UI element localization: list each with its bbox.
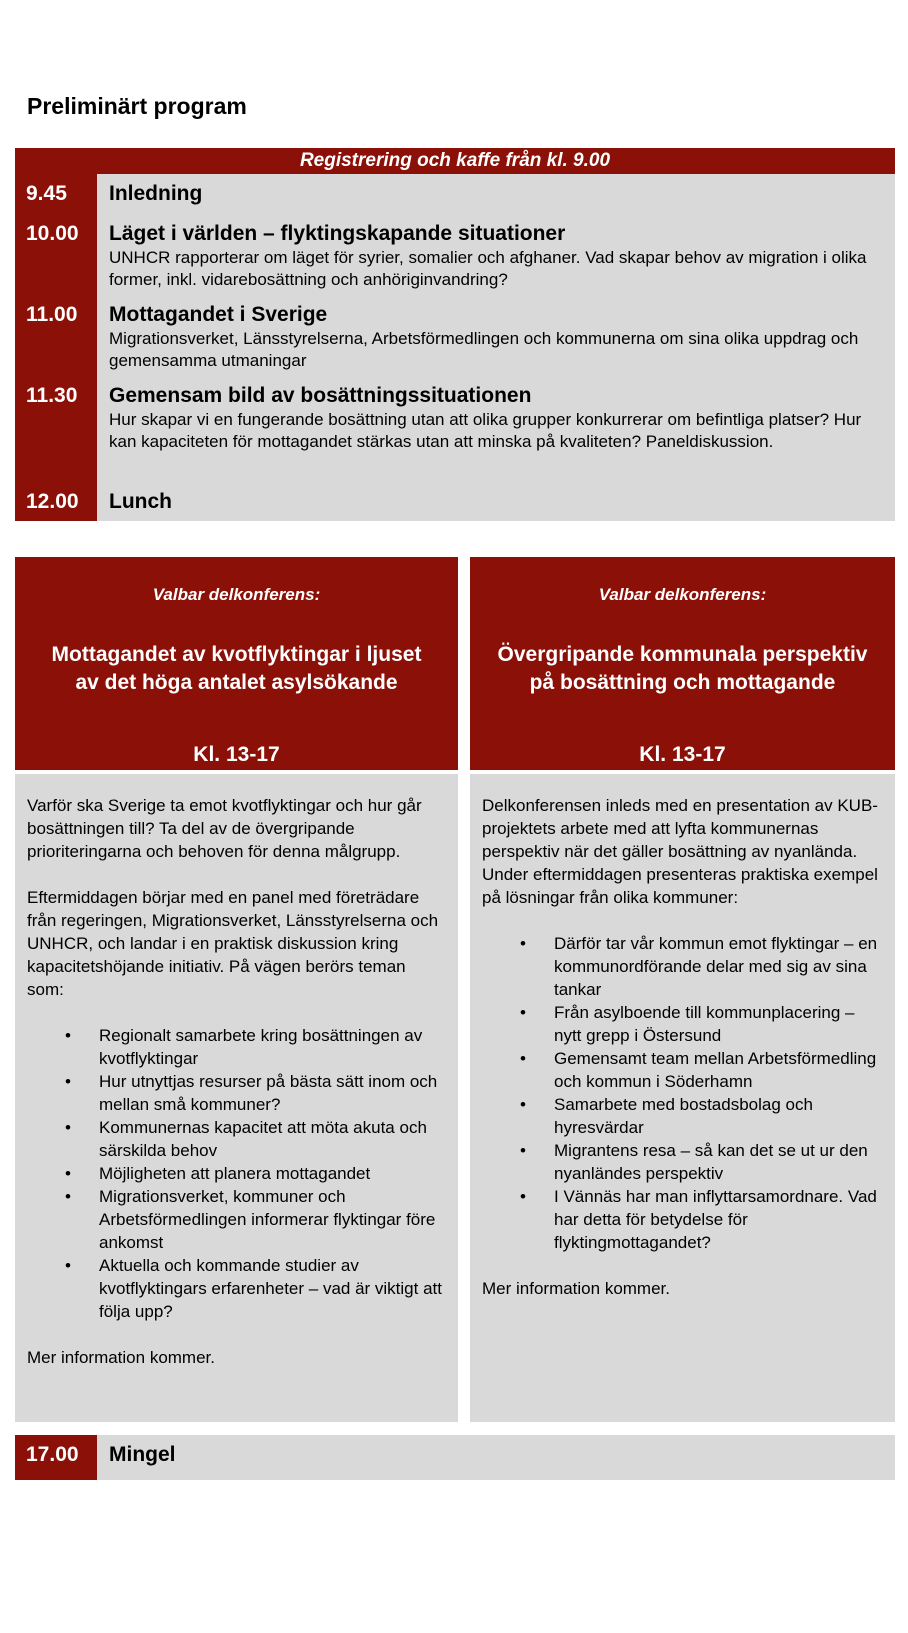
conference-right xyxy=(470,557,895,1422)
conference-title: Mottagandet av kvotflyktingar i ljuset av det höga antalet asylsökande xyxy=(51,643,422,694)
list-item: • Aktuella och kommande studier av kvotflyktingars erfarenheter – vad är viktigt att följa upp? xyxy=(99,1254,446,1323)
session-content xyxy=(97,479,895,521)
session-description: UNHCR rapporterar om läget för syrier, somalier och afghaner. Vad skapar behov av migration i olika former, inkl. vidarebosättning och anhöriginvandring? xyxy=(109,248,867,289)
page-title: Preliminärt program xyxy=(27,93,247,119)
session-title: Inledning xyxy=(109,182,203,205)
session-row xyxy=(15,174,895,214)
list-item: • Migrantens resa – så kan det se ut ur den nyanländes perspektiv xyxy=(554,1139,883,1185)
session-time: 9.45 xyxy=(15,174,97,214)
session-row xyxy=(15,214,895,295)
conference-header xyxy=(470,557,895,770)
session-title: Mingel xyxy=(109,1443,176,1466)
session-title: Läget i världen – flyktingskapande situationer xyxy=(109,222,566,245)
session-content xyxy=(97,214,895,295)
session-row xyxy=(15,479,895,521)
list-item: • Hur utnyttjas resurser på bästa sätt inom och mellan små kommuner? xyxy=(99,1070,446,1116)
list-item: • Gemensamt team mellan Arbetsförmedling och kommun i Söderhamn xyxy=(554,1047,883,1093)
session-content xyxy=(97,174,895,214)
session-row xyxy=(15,376,895,479)
conference-paragraph: Eftermiddagen börjar med en panel med företrädare från regeringen, Migrationsverket, Länsstyrelserna och UNHCR, och landar i en praktisk diskussion kring kapacitetshöjande initiativ. På vägen berörs teman som: xyxy=(27,888,439,999)
list-item: • Därför tar vår kommun emot flyktingar – en kommunordförande delar med sig av sina tankar xyxy=(554,932,883,1001)
conference-kicker: Valbar delkonferens: xyxy=(152,585,321,604)
conference-body xyxy=(470,774,895,1422)
list-item: • Möjligheten att planera mottagandet xyxy=(99,1162,446,1185)
list-item: • Regionalt samarbete kring bosättningen av kvotflyktingar xyxy=(99,1024,446,1070)
session-content xyxy=(97,295,895,376)
session-description: Hur skapar vi en fungerande bosättning utan att olika grupper konkurrerar om befintliga platser? Hur kan kapaciteten för mottagandet stärkas utan att minska på kvaliteten? Paneldiskussion. xyxy=(109,410,862,451)
session-time: 12.00 xyxy=(15,479,97,521)
session-content xyxy=(97,1435,895,1480)
list-item: • Migrationsverket, kommuner och Arbetsförmedlingen informerar flyktingar före ankomst xyxy=(99,1185,446,1254)
session-time: 10.00 xyxy=(15,214,97,295)
list-item: • I Vännäs har man inflyttarsamordnare. Vad har detta för betydelse för flyktingmottagandet? xyxy=(554,1185,883,1254)
conference-time: Kl. 13-17 xyxy=(193,743,280,766)
conference-footer: Mer information kommer. xyxy=(482,1279,670,1298)
evening-row xyxy=(15,1435,895,1480)
conference-title: Övergripande kommunala perspektiv på bosättning och mottagande xyxy=(497,643,868,694)
session-content xyxy=(97,376,895,479)
session-time: 11.00 xyxy=(15,295,97,376)
list-item: • Kommunernas kapacitet att möta akuta och särskilda behov xyxy=(99,1116,446,1162)
registration-bar: Registrering och kaffe från kl. 9.00 xyxy=(15,148,895,174)
conference-header xyxy=(15,557,458,770)
topic-list xyxy=(482,932,883,1254)
conference-kicker: Valbar delkonferens: xyxy=(598,585,767,604)
session-title: Mottagandet i Sverige xyxy=(109,303,328,326)
session-title: Gemensam bild av bosättningssituationen xyxy=(109,384,532,407)
topic-list xyxy=(27,1024,446,1323)
session-row xyxy=(15,295,895,376)
conference-body xyxy=(15,774,458,1422)
conference-time: Kl. 13-17 xyxy=(639,743,726,766)
session-title: Lunch xyxy=(109,490,172,513)
conference-paragraph: Varför ska Sverige ta emot kvotflyktingar och hur går bosättningen till? Ta del av de övergripande prioriteringarna och behoven för denna målgrupp. xyxy=(27,796,422,861)
session-time: 11.30 xyxy=(15,376,97,479)
list-item: • Samarbete med bostadsbolag och hyresvärdar xyxy=(554,1093,883,1139)
morning-program xyxy=(15,148,895,521)
conference-paragraph: Delkonferensen inleds med en presentation av KUB-projektets arbete med att lyfta kommunernas perspektiv när det gäller bosättning av nyanlända. Under eftermiddagen presenteras praktiska exempel på lösningar från olika kommuner: xyxy=(482,796,878,907)
conference-left xyxy=(15,557,458,1422)
session-description: Migrationsverket, Länsstyrelserna, Arbetsförmedlingen och kommunerna om sina olika uppdrag och gemensamma utmaningar xyxy=(109,329,859,370)
session-time: 17.00 xyxy=(15,1435,97,1480)
list-item: • Från asylboende till kommunplacering – nytt grepp i Östersund xyxy=(554,1001,883,1047)
conference-footer: Mer information kommer. xyxy=(27,1348,215,1367)
